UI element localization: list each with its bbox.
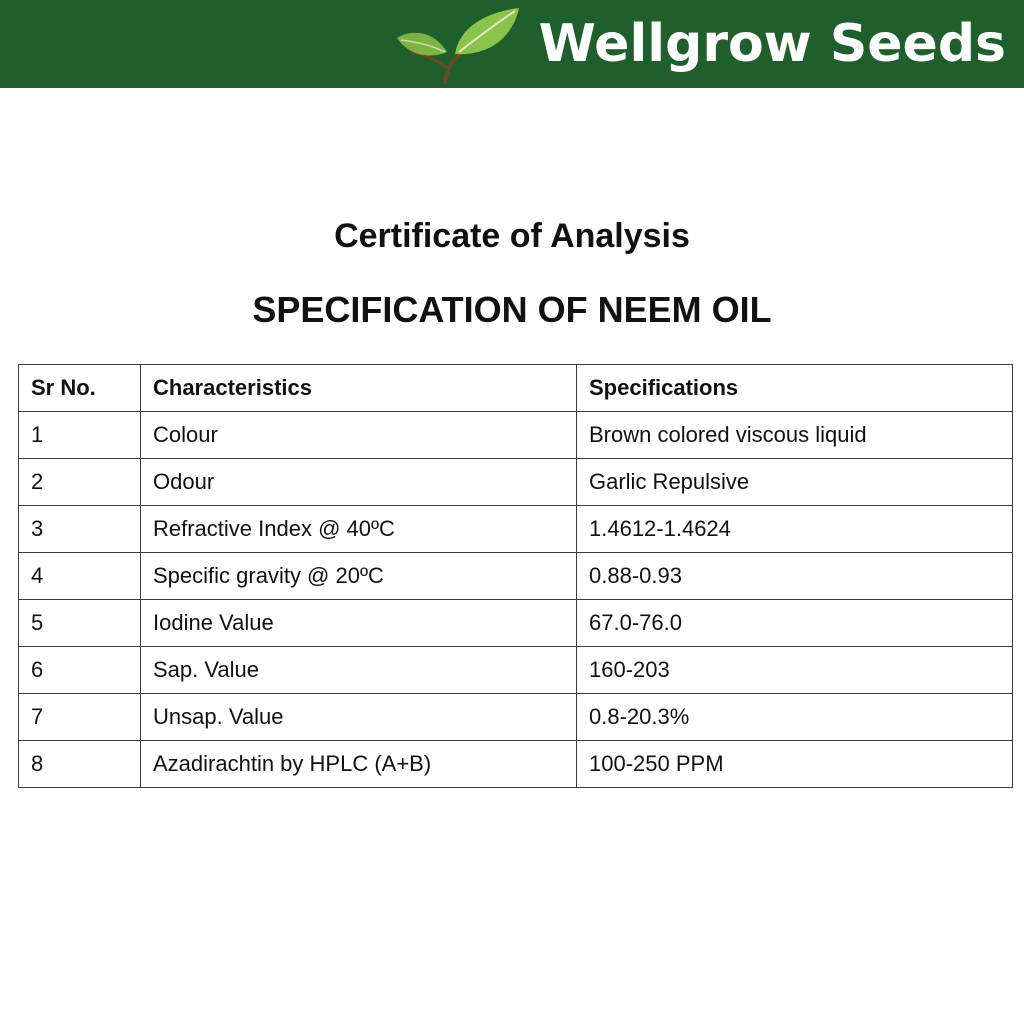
specification-cell: 160-203 [577, 647, 1013, 694]
header-banner [0, 0, 1024, 88]
specification-cell: 100-250 PPM [577, 741, 1013, 788]
characteristic-cell: Refractive Index @ 40ºC [141, 506, 577, 553]
specification-cell: 0.8-20.3% [577, 694, 1013, 741]
sr-cell: 7 [19, 694, 141, 741]
table-row [19, 553, 1013, 600]
sr-cell: 8 [19, 741, 141, 788]
specification-cell: 0.88-0.93 [577, 553, 1013, 600]
table-header-row [19, 365, 1013, 412]
table-row [19, 694, 1013, 741]
column-header-specifications: Specifications [577, 365, 1013, 412]
document-subtitle: SPECIFICATION OF NEEM OIL [252, 289, 772, 330]
column-header-characteristics: Characteristics [141, 365, 577, 412]
brand-name: Wellgrow Seeds [538, 14, 1006, 74]
characteristic-cell: Unsap. Value [141, 694, 577, 741]
sr-cell: 6 [19, 647, 141, 694]
sr-cell: 5 [19, 600, 141, 647]
sr-cell: 2 [19, 459, 141, 506]
document-title: Certificate of Analysis [334, 217, 690, 255]
sr-cell: 4 [19, 553, 141, 600]
table-row [19, 647, 1013, 694]
sr-cell: 1 [19, 412, 141, 459]
table-row [19, 741, 1013, 788]
brand [393, 0, 1006, 88]
specification-cell: 67.0-76.0 [577, 600, 1013, 647]
characteristic-cell: Specific gravity @ 20ºC [141, 553, 577, 600]
table-row [19, 506, 1013, 553]
column-header-sr-no: Sr No. [19, 365, 141, 412]
characteristic-cell: Sap. Value [141, 647, 577, 694]
specification-cell: Garlic Repulsive [577, 459, 1013, 506]
table-row [19, 459, 1013, 506]
characteristic-cell: Azadirachtin by HPLC (A+B) [141, 741, 577, 788]
table-row [19, 600, 1013, 647]
table-row [19, 412, 1013, 459]
sr-cell: 3 [19, 506, 141, 553]
characteristic-cell: Iodine Value [141, 600, 577, 647]
specification-cell: 1.4612-1.4624 [577, 506, 1013, 553]
specification-table [18, 364, 1013, 788]
characteristic-cell: Odour [141, 459, 577, 506]
leaf-sprout-icon [393, 2, 525, 86]
specification-cell: Brown colored viscous liquid [577, 412, 1013, 459]
characteristic-cell: Colour [141, 412, 577, 459]
